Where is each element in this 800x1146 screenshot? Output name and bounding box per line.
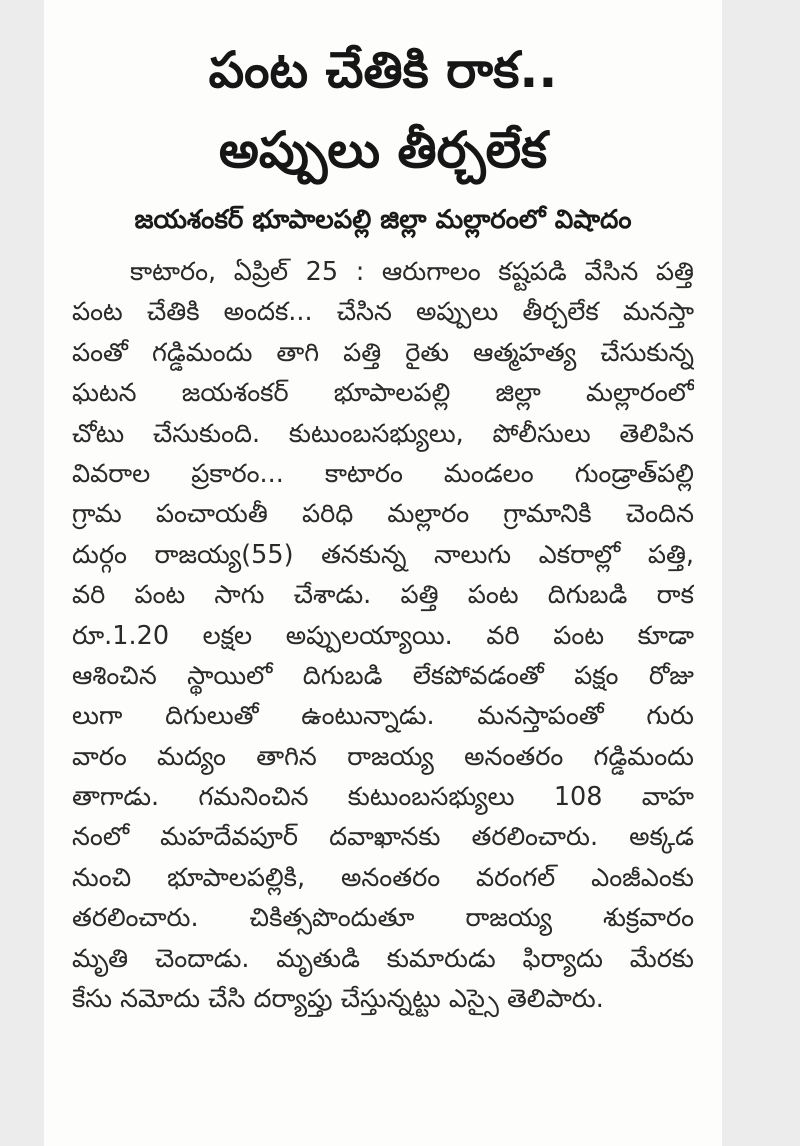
body-line: తాగాడు. గమనించిన కుటుంబసభ్యులు 108 వాహ <box>72 782 694 813</box>
body-line: కేసు నమోదు చేసి దర్యాప్తు చేస్తున్నట్టు ఎస్సై తెలిపారు. <box>72 984 604 1015</box>
body-line: రూ.1.20 లక్షల అప్పులయ్యాయి. వరి పంట కూడా <box>72 620 694 651</box>
body-line: తరలించారు. చికిత్సపొందుతూ రాజయ్య శుక్రవారం <box>72 903 694 934</box>
body-line: లుగా దిగులుతో ఉంటున్నాడు. మనస్తాపంతో గురు <box>72 701 694 732</box>
headline-line-1: పంట చేతికి రాక.. <box>208 41 558 99</box>
body-line: గ్రామ పంచాయతీ పరిధి మల్లారం గ్రామానికి చెందిన <box>72 499 694 530</box>
subheadline: జయశంకర్‌ భూపాలపల్లి జిల్లా మల్లారంలో విషాదం <box>134 205 632 235</box>
headline-line-2: అప్పులు తీర్చలేక <box>218 121 548 179</box>
body-line: ఆశించిన స్థాయిలో దిగుబడి లేకపోవడంతో పక్షం రోజు <box>72 660 694 691</box>
newspaper-clipping <box>44 0 722 1146</box>
body-line: చోటు చేసుకుంది. కుటుంబసభ్యులు, పోలీసులు తెలిపిన <box>72 418 694 449</box>
body-line: పంతో గడ్డిమందు తాగి పత్తి రైతు ఆత్మహత్య చేసుకున్న <box>72 337 694 368</box>
body-line: వివరాల ప్రకారం... కాటారం మండలం గుండ్రాత్‌పల్లి <box>72 458 694 489</box>
body-line: వారం మద్యం తాగిన రాజయ్య అనంతరం గడ్డిమందు <box>72 741 694 772</box>
body-line: నుంచి భూపాలపల్లికి, అనంతరం వరంగల్‌ ఎంజీఎంకు <box>72 862 694 893</box>
article-body <box>72 252 694 1019</box>
body-line: దుర్గం రాజయ్య(55) తనకున్న నాలుగు ఎకరాల్లో పత్తి, <box>72 539 694 570</box>
body-line: మృతి చెందాడు. మృతుడి కుమారుడు ఫిర్యాదు మేరకు <box>72 943 694 974</box>
body-line: నంలో మహదేవపూర్‌ దవాఖానకు తరలించారు. అక్కడ <box>72 822 694 853</box>
body-line: పంట చేతికి అందక... చేసిన అప్పులు తీర్చలేక మనస్తా <box>72 297 694 328</box>
body-line: ఘటన జయశంకర్‌ భూపాలపల్లి జిల్లా మల్లారంలో <box>72 378 694 409</box>
body-line: వరి పంట సాగు చేశాడు. పత్తి పంట దిగుబడి రాక <box>72 580 694 611</box>
body-line: కాటారం, ఏప్రిల్‌ 25 : ఆరుగాలం కష్టపడి వేసిన పత్తి <box>130 257 694 287</box>
